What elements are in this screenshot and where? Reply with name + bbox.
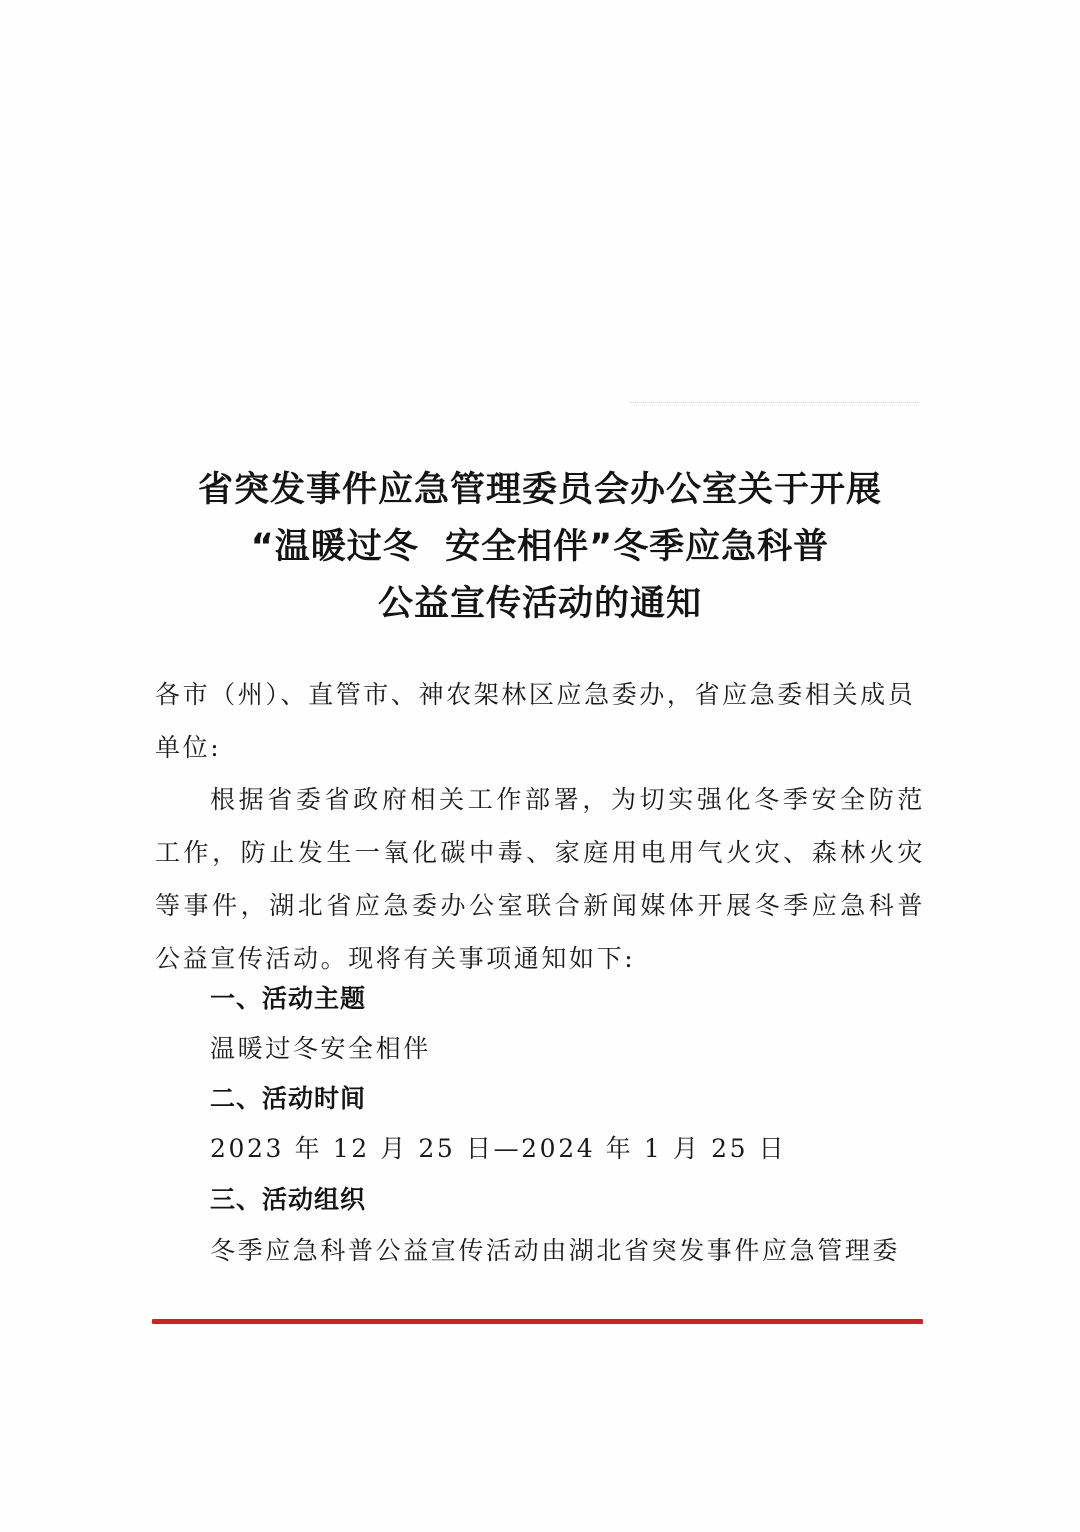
section-content-2: 2023 年 12 月 25 日—2024 年 1 月 25 日	[210, 1134, 787, 1163]
document-title	[120, 462, 960, 633]
title-line-3: 公益宣传活动的通知	[377, 584, 702, 624]
addressee: 各市（州）、直管市、神农架林区应急委办，省应急委相关成员单位:	[155, 680, 916, 762]
intro-paragraph: 根据省委省政府相关工作部署，为切实强化冬季安全防范工作，防止发生一氧化碳中毒、家庭用电用气火灾、森林火灾等事件，湖北省应急委办公室联合新闻媒体开展冬季应急科普公益宣传活动。现将有关事项通知如下:	[155, 785, 925, 973]
scan-artifact	[630, 402, 920, 407]
section-heading-2: 二、活动时间	[210, 1084, 367, 1113]
section-heading-3: 三、活动组织	[210, 1185, 367, 1214]
section-content-1: 温暖过冬安全相伴	[210, 1034, 431, 1063]
section-heading-1: 一、活动主题	[210, 984, 367, 1013]
red-divider-rule	[152, 1319, 923, 1324]
title-line-1: 省突发事件应急管理委员会办公室关于开展	[197, 470, 882, 510]
title-line-2: “温暖过冬 安全相伴”冬季应急科普	[250, 527, 830, 567]
section-content-3: 冬季应急科普公益宣传活动由湖北省突发事件应急管理委	[210, 1236, 901, 1265]
